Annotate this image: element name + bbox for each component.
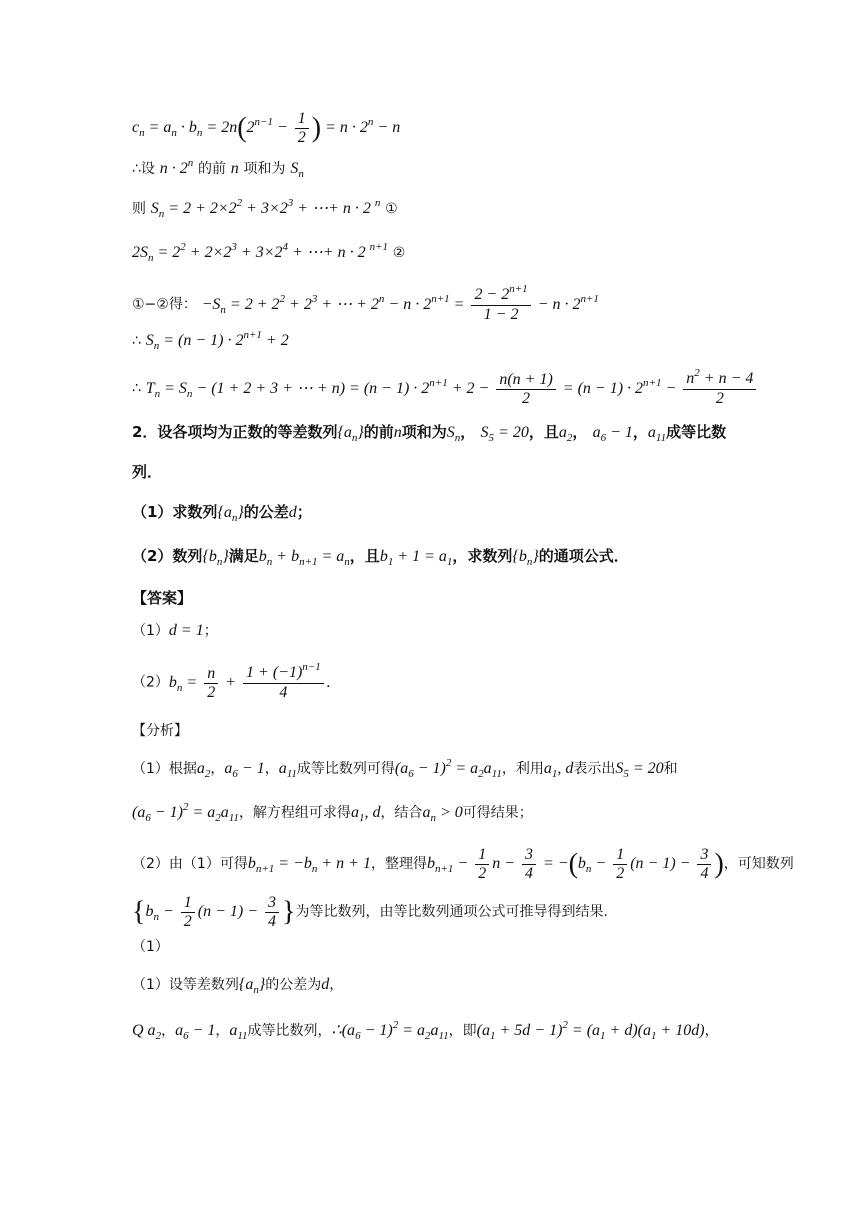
analysis-p1-line1: （1）根据$a_2$，$a_6 - 1$，$a_{11}$成等比数列可得$(a_6 - 1)^2 = a_2a_{11}$，利用$a_1$, d表示出$S_5 = 20$和 (132, 757, 678, 780)
answer-part1: （1）d = 1； (132, 622, 218, 639)
answer-heading: 【答案】 (132, 589, 193, 607)
analysis-p1-line2: $(a_6 - 1)^2 = a_2a_{11}$，解方程组可求得$a_1$, d，结合$a_n > 0$可得结果； (132, 801, 533, 824)
problem2-question1: （1）求数列$\{a_n\}$的公差d； (132, 503, 312, 524)
detail-part-label: （1） (132, 939, 169, 955)
sn-result-line: ∴ $S_n = (n - 1) \cdot 2^{n+1} + 2$ (132, 329, 289, 352)
problem2-stem-line2: 列． (132, 463, 163, 481)
sn-series-line: 则 $S_n = 2 + 2\times 2^2 + 3\times 2^3$ + ⋯+ n · 2 $^n$ ① (132, 197, 398, 220)
subtract-line: ①−②得： $-S_n = 2 + 2^2 + 2^3$ + ⋯ + $2^n - n \cdot 2^{n+1}$ = $\frac{2 - 2^{n+1}}{1 - 2}$ − $n \cdot 2^{n+1}$ (132, 283, 599, 323)
detail-line1: （1）设等差数列$\{a_n\}$的公差为d， (132, 976, 344, 996)
sn-double-line: $2S_n = 2^2 + 2\times 2^3 + 3\times 2^4$ + ⋯+ n · 2 $^{n+1}$ ② (132, 241, 406, 264)
tn-result-line: ∴ $T_n = S_n - (1 + 2 + 3$ + ⋯ + $n) = (n - 1) \cdot 2^{n+1} + 2$ − $\frac{n(n + 1)}{2}$ = $(n - 1) \cdot 2^{n+1}$ − $\frac{n^2 + n - 4}{2}$ (132, 370, 759, 408)
sn-definition-line: ∴设 $n \cdot 2^n$ 的前 n 项和为 $S_n$ (132, 157, 304, 180)
answer-part2: $(2)b_n$ = $\frac{n}{2}$ + $\frac{1 + (-1)^{n-1}}{4}$ . (132, 661, 331, 701)
detail-line2: Q $a_2$，$a_6 - 1$，$a_{11}$成等比数列，$\therefore(a_6 - 1)^2 = a_2a_{11}$，即$(a_1 + 5d - 1)^2 = (a_1 + d)(a_1 + 10d)$， (132, 1019, 719, 1042)
problem2-question2: （2）数列$\{b_n\}$满足$b_n + b_{n+1} = a_n$，且$b_1 + 1 = a_1$，求数列$\{b_n\}$的通项公式． (132, 547, 629, 568)
analysis-heading: 【分析】 (132, 723, 188, 739)
analysis-p2-line2: {$b_n$ − $\frac{1}{2}$ (n − 1) − $\frac{3}{4}$ }为等比数列，由等比数列通项公式可推导得到结果. (132, 894, 608, 930)
cn-formula-line: $c_n = a_n \cdot b_n = 2n(2^{n-1}$ − $\frac{1}{2}$ ) = $n \cdot 2^n - n$ (132, 110, 401, 146)
analysis-p2-line1: （2）由（1）可得$b_{n+1} = -b_n + n + 1$，整理得$b_{n+1}$ − $\frac{1}{2}$ n − $\frac{3}{4}$ = $-(b_n$ − $\frac{1}{2}$ (n − 1) − $\frac{3}{4}$ )，可知数列 (132, 846, 794, 882)
problem2-stem-line1: 2．设各项均为正数的等差数列$\{a_n\}$的前n项和为$S_n$， $S_5 = 20$，且$a_2$， $a_6 - 1$，$a_{11}$成等比数 (132, 423, 727, 444)
